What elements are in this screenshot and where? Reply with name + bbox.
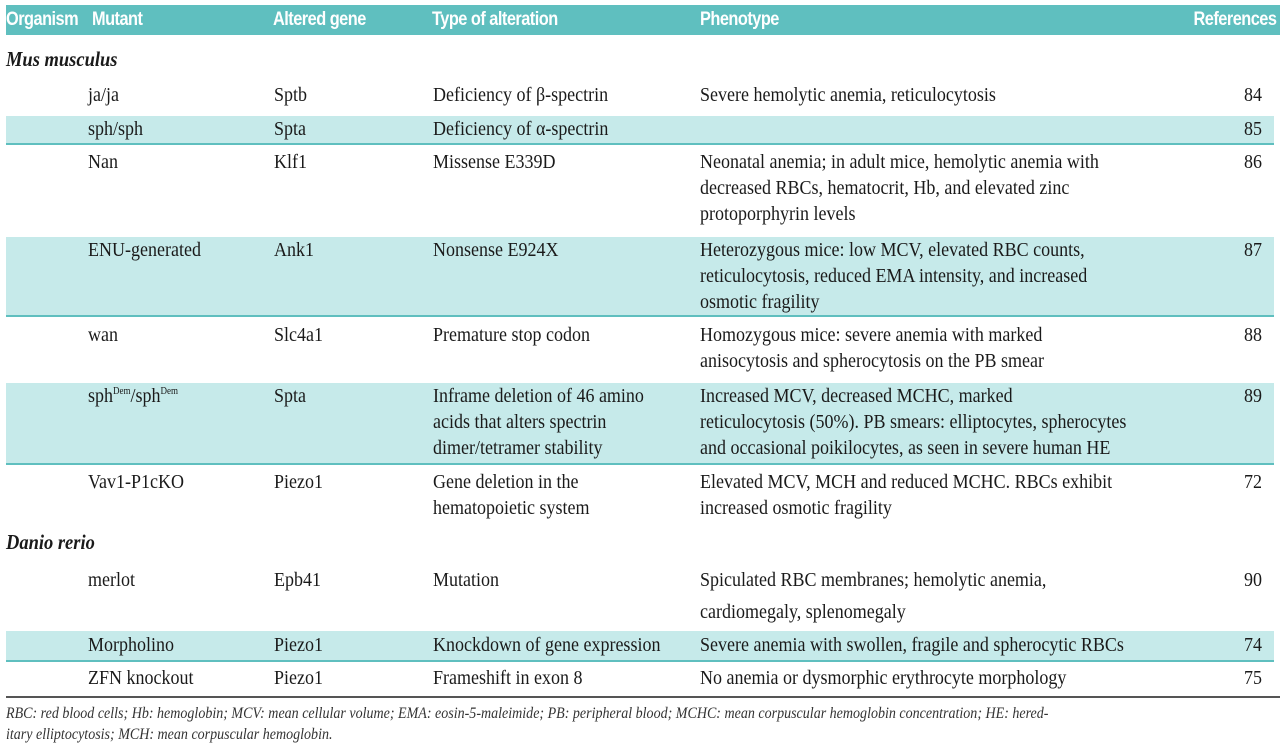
- table-row: [6, 469, 1274, 523]
- header-organism: Organism: [6, 9, 79, 30]
- gene-cell: Slc4a1: [274, 324, 323, 346]
- header-altered-gene: Altered gene: [273, 9, 366, 30]
- phenotype-cell-line: cardiomegaly, splenomegaly: [700, 601, 906, 623]
- phenotype-cell-line: reticulocytosis (50%). PB smears: elliptocytes, spherocytes: [700, 411, 1127, 433]
- gene-cell: Spta: [274, 118, 307, 140]
- mutant-cell: ENU-generated: [88, 239, 201, 261]
- phenotype-cell-line: Spiculated RBC membranes; hemolytic anemia,: [700, 569, 1047, 591]
- reference-cell: 88: [1244, 324, 1262, 346]
- type-cell-line: hematopoietic system: [433, 497, 590, 519]
- reference-cell: 85: [1244, 118, 1262, 140]
- mutant-superscript: Dem: [160, 386, 179, 397]
- mutant-cell: ja/ja: [88, 84, 119, 106]
- gene-cell: Piezo1: [274, 667, 323, 689]
- mutant-separator: /: [130, 385, 136, 407]
- reference-cell: 75: [1244, 667, 1262, 689]
- mutant-cell: wan: [88, 324, 118, 346]
- mutant-superscript: Dem: [113, 386, 131, 397]
- organism-group-heading: Mus musculus: [6, 47, 118, 71]
- type-cell: Missense E339D: [433, 151, 556, 173]
- table-row: [6, 665, 1274, 693]
- table-row: [6, 149, 1274, 235]
- mutant-cell: Nan: [88, 151, 118, 173]
- phenotype-cell-line: reticulocytosis, reduced EMA intensity, and increased: [700, 265, 1088, 287]
- footnote-line: RBC: red blood cells; Hb: hemoglobin; MCV: mean cellular volume; EMA: eosin-5-maleimide; PB: peripheral blood; MCHC: mean corpuscular hemoglobin concentration; HE: hered-: [6, 705, 1049, 722]
- header-type-of-alteration: Type of alteration: [432, 9, 558, 30]
- mutant-cell: ZFN knockout: [88, 667, 194, 689]
- reference-cell: 87: [1244, 239, 1262, 261]
- table-row: [6, 631, 1274, 662]
- type-cell: Mutation: [433, 569, 500, 591]
- type-cell-line: acids that alters spectrin: [433, 411, 607, 433]
- type-cell-line: Inframe deletion of 46 amino: [433, 385, 644, 407]
- mutant-cell: Vav1-P1cKO: [88, 471, 184, 493]
- mutant-cell: merlot: [88, 569, 135, 591]
- gene-cell: Epb41: [274, 569, 321, 591]
- table-row: [6, 82, 1274, 110]
- type-cell: Knockdown of gene expression: [433, 634, 661, 656]
- type-cell: Premature stop codon: [433, 324, 590, 346]
- phenotype-cell-line: anisocytosis and spherocytosis on the PB smear: [700, 350, 1044, 372]
- type-cell: Frameshift in exon 8: [433, 667, 583, 689]
- phenotype-cell-line: Homozygous mice: severe anemia with marked: [700, 324, 1043, 346]
- table-footnote: [6, 703, 1273, 745]
- phenotype-cell-line: Increased MCV, decreased MCHC, marked: [700, 385, 1013, 407]
- phenotype-cell: No anemia or dysmorphic erythrocyte morphology: [700, 667, 1067, 689]
- gene-cell: Spta: [274, 385, 307, 407]
- table-row: [6, 116, 1274, 145]
- header-mutant: Mutant: [92, 9, 143, 30]
- gene-cell: Klf1: [274, 151, 308, 173]
- type-cell: Nonsense E924X: [433, 239, 559, 261]
- mutant-base: sph: [135, 385, 161, 407]
- reference-cell: 74: [1244, 634, 1262, 656]
- mutant-cell: Morpholino: [88, 634, 175, 656]
- type-cell: Deficiency of β-spectrin: [433, 84, 609, 106]
- phenotype-cell-line: increased osmotic fragility: [700, 497, 892, 519]
- table-row: [6, 322, 1274, 376]
- phenotype-cell-line: osmotic fragility: [700, 291, 820, 313]
- phenotype-cell-line: Heterozygous mice: low MCV, elevated RBC counts,: [700, 239, 1085, 261]
- mutant-base: sph: [88, 385, 114, 407]
- organism-group-heading: Danio rerio: [6, 530, 95, 554]
- phenotype-cell-line: Elevated MCV, MCH and reduced MCHC. RBCs exhibit: [700, 471, 1113, 493]
- gene-cell: Sptb: [274, 84, 308, 106]
- mutant-cell: sph/sph: [88, 118, 144, 140]
- reference-cell: 84: [1244, 84, 1262, 106]
- table-bottom-rule: [6, 696, 1280, 698]
- type-cell-line: Gene deletion in the: [433, 471, 579, 493]
- phenotype-cell-line: Neonatal anemia; in adult mice, hemolytic anemia with: [700, 151, 1099, 173]
- gene-cell: Piezo1: [274, 471, 323, 493]
- gene-cell: Ank1: [274, 239, 315, 261]
- reference-cell: 89: [1244, 385, 1262, 407]
- phenotype-cell: Severe anemia with swollen, fragile and spherocytic RBCs: [700, 634, 1124, 656]
- footnote-line: itary elliptocytosis; MCH: mean corpuscular hemoglobin.: [6, 726, 333, 743]
- reference-cell: 90: [1244, 569, 1262, 591]
- gene-cell: Piezo1: [274, 634, 323, 656]
- phenotype-cell: Severe hemolytic anemia, reticulocytosis: [700, 84, 996, 106]
- header-phenotype: Phenotype: [700, 9, 779, 30]
- phenotype-cell-line: decreased RBCs, hematocrit, Hb, and elevated zinc: [700, 177, 1070, 199]
- phenotype-cell-line: protoporphyrin levels: [700, 203, 856, 225]
- reference-cell: 72: [1244, 471, 1262, 493]
- type-cell: Deficiency of α-spectrin: [433, 118, 609, 140]
- header-references: References: [1193, 9, 1276, 30]
- type-cell-line: dimer/tetramer stability: [433, 437, 603, 459]
- phenotype-cell-line: and occasional poikilocytes, as seen in severe human HE: [700, 437, 1111, 459]
- table-header: [6, 5, 1280, 35]
- table-row: [6, 237, 1274, 317]
- reference-cell: 86: [1244, 151, 1262, 173]
- table-row: [6, 564, 1274, 624]
- table-row: [6, 383, 1274, 465]
- mutant-cell: [88, 383, 178, 409]
